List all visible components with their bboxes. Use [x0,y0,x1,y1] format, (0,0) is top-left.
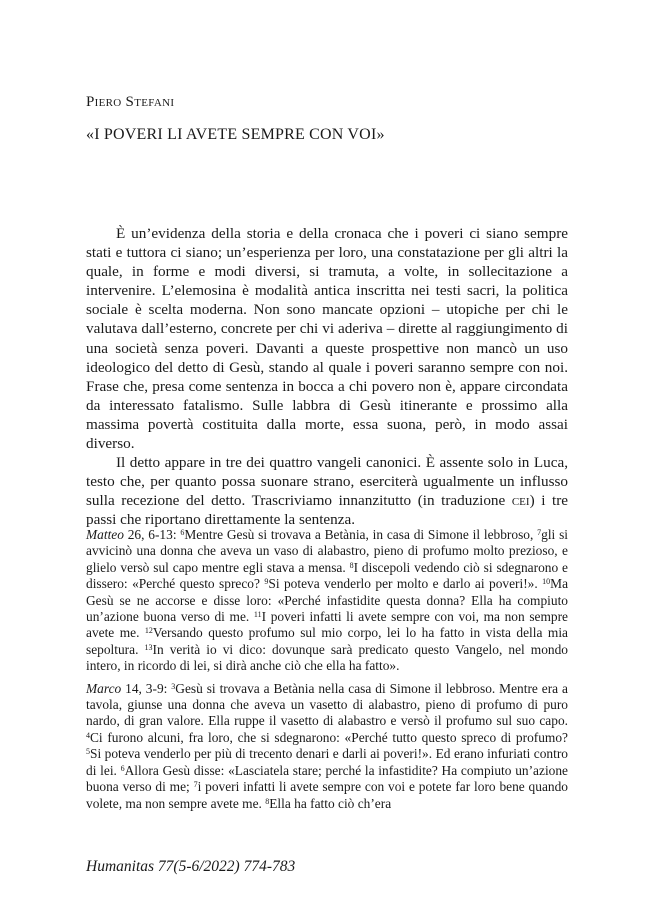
verse-number: 13 [144,642,153,652]
verse-text: In verità io vi dico: dovunque sarà predicato questo Vangelo, nel mondo intero, in ricordo di lei, si dirà anche ciò che ella ha fatto». [86,641,568,674]
verse-number: 7 [537,528,542,537]
paragraph-2-text-b: ) i tre passi che riportano direttamente la sentenza. [86,492,569,529]
verse-text: gli si avvicinò una donna che aveva un vaso di alabastro, pieno di profumo molto prezioso, e glielo versò sul capo mentre egli stava a mensa. [86,527,569,575]
verse-text: i poveri infatti li avete sempre con voi e potete far loro bene quando volete, ma non sempre avete me. [86,779,568,811]
verse-text: Si poteva venderlo per più di trecento denari e darli ai poveri!». Ed erano infuriati contro di lei. [86,746,568,778]
verse-number: 8 [349,560,354,570]
verse-text: Ella ha fatto ciò ch’era [269,795,392,811]
verse-text: Si poteva venderlo per molto e darlo ai poveri!». [268,576,543,592]
verse-number: 9 [264,577,269,587]
verse-number: 7 [193,780,198,790]
gospel-quotations [86,527,568,818]
article-body [86,224,568,530]
journal-citation: Humanitas 77(5-6/2022) 774-783 [86,858,296,875]
quote-ref-location: 14, 3-9: [121,680,172,696]
verse-text: Allora Gesù disse: «Lasciatela stare; perché la infastidite? Ha compiuto un’azione buona verso di me; [86,762,568,795]
quote-marco [86,681,568,812]
verse-text: Gesù si trovava a Betània nella casa di Simone il lebbroso. Mentre era a tavola, giunse una donna che aveva un vasetto di alabastro, pieno di profumo di puro nardo, di gran valore. Ella ruppe il vasetto di alabastro e versò il profumo sul suo capo. [86,680,568,729]
verse-text: I poveri infatti li avete sempre con voi, ma non sempre avete me. [86,609,568,641]
verse-text: Mentre Gesù si trovava a Betània, in casa di Simone il lebbroso, [184,527,538,542]
translation-abbrev: cei [511,492,530,510]
quote-ref-book: Matteo [86,527,124,542]
author-name: Piero Stefani [86,94,175,110]
quote-ref-book: Marco [86,680,122,696]
quote-ref-location: 26, 6-13: [123,527,181,542]
verse-text: Ma Gesù se ne accorse e disse loro: «Perché infastidite questa donna? Ella ha compiuto un’azione buona verso di me. [86,576,569,625]
verse-number: 6 [180,528,185,537]
paragraph-2-text-a: Il detto appare in tre dei quattro vangeli canonici. È assente solo in Luca, testo che, per quanto possa suonare strano, eserciterà ugualmente un influsso sulla recezione del detto. Trascriviamo innanzitutto (in traduzione [86,454,568,510]
paragraph-1: È un’evidenza della storia e della cronaca che i poveri ci siano sempre stati e tuttora ci siano; un’esperienza per loro, una constatazione per gli altri la quale, in forme e modi diversi, si tramuta, a volte, in sollecitazione a intervenire. L’elemosina è modalità antica inscritta nei testi sacri, la politica sociale è scelta moderna. Non sono mancate opzioni – utopiche per chi le valutava dall’esterno, concrete per chi vi aderiva – dirette al raggiungimento di una società senza poveri. Davanti a queste prospettive non mancò un uso ideologico del detto di Gesù, stando al quale i poveri saranno sempre con noi. Frase che, presa come sentenza in bocca a chi povero non è, appare circondata da interessato fatalismo. Sulle labbra di Gesù itinerante e prossimo alla massima povertà costituita dalla morte, essa suona, però, in modo assai diverso. [86,225,568,453]
verse-number: 8 [265,796,270,806]
verse-number: 6 [120,763,125,773]
verse-text: I discepoli vedendo ciò si sdegnarono e dissero: «Perché questo spreco? [86,559,568,592]
verse-number: 11 [253,610,262,620]
verse-number: 12 [144,626,153,636]
verse-number: 4 [86,730,90,740]
quote-matteo [86,527,568,675]
verse-text: Ci furono alcuni, fra loro, che si sdegnarono: «Perché tutto questo spreco di profumo? [90,729,568,745]
verse-number: 5 [86,747,90,757]
article-title: «I POVERI LI AVETE SEMPRE CON VOI» [86,126,385,143]
verse-number: 10 [542,577,551,587]
verse-text: Versando questo profumo sul mio corpo, lei lo ha fatto in vista della mia sepoltura. [86,625,568,657]
paragraph-2 [86,453,568,529]
verse-number: 3 [171,681,176,691]
